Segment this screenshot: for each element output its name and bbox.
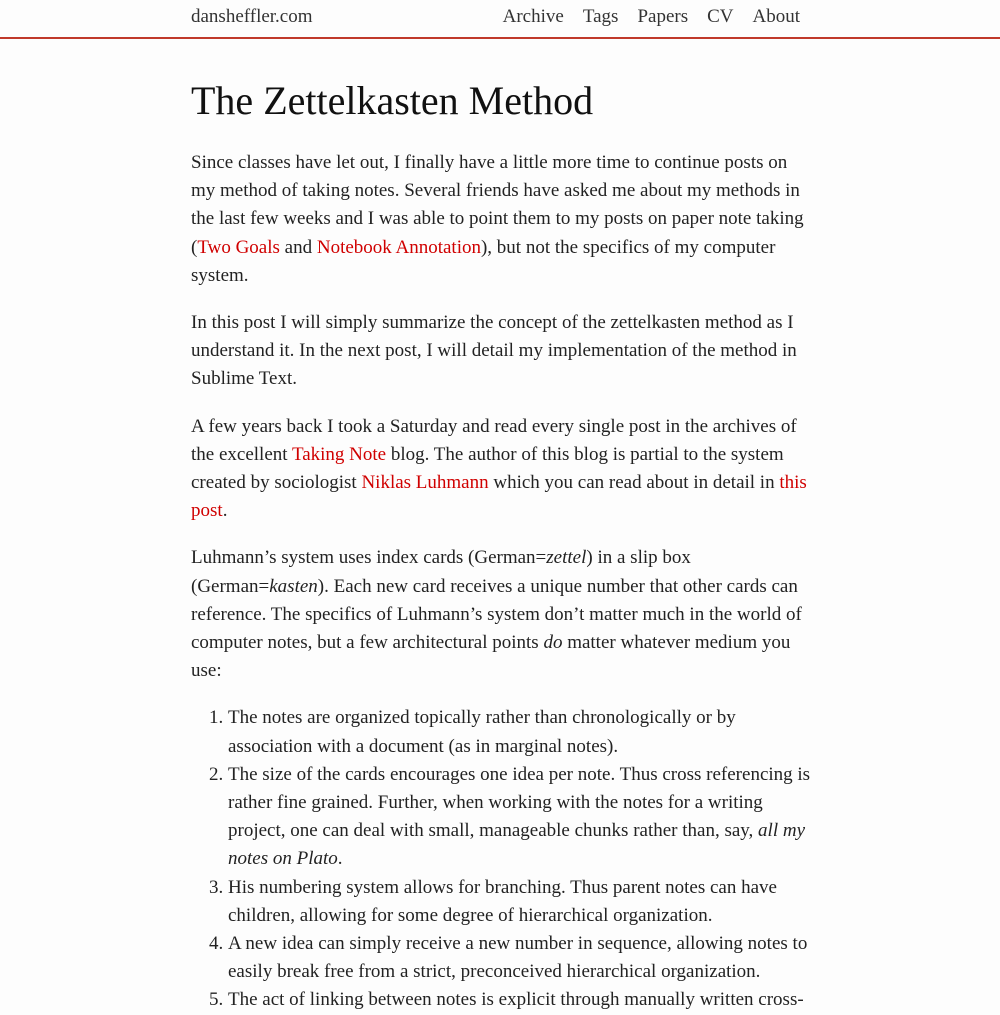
link-notebook-annotation[interactable]: Notebook Annotation <box>316 236 481 258</box>
link-two-goals[interactable]: Two Goals <box>197 236 280 258</box>
paragraph-summary: In this post I will simply summarize the concept of the zettelkasten method as I understand it. In the next post, I will detail my implementation of the method in Sublime Text. <box>191 312 797 390</box>
list-item-text: . <box>337 848 343 870</box>
paragraph-text: which you can read about in detail in <box>488 472 780 494</box>
paragraph-text: matter whatever medium you use: <box>191 632 791 682</box>
paragraph-background <box>191 413 811 526</box>
paragraph-text: A few years back I took a Saturday and read every single post in the archives of the excellent <box>191 415 797 465</box>
nav-about[interactable]: About <box>752 6 800 27</box>
list-item-text: The size of the cards encourages one idea per note. Thus cross referencing is rather fine grained. Further, when working with the notes for a writing project, one can deal with small, manageable chunks rather than, say, <box>228 763 811 842</box>
nav-tags[interactable]: Tags <box>582 6 619 27</box>
paragraph-text: ), but not the specifics of my computer system. <box>191 236 776 286</box>
nav-archive[interactable]: Archive <box>502 6 564 27</box>
emphasis-do: do <box>543 632 563 654</box>
emphasis-kasten: kasten <box>269 575 318 597</box>
link-this-post[interactable]: this post <box>191 472 807 522</box>
paragraph-text: Luhmann’s system uses index cards (German= <box>191 547 547 569</box>
architecture-points-list <box>191 704 811 1014</box>
post-content <box>191 76 811 1015</box>
post-title: The Zettelkasten Method <box>191 78 594 123</box>
paragraph-text: ) in a slip box (German= <box>191 547 691 597</box>
paragraph-luhmann-system <box>191 544 811 685</box>
site-title-link[interactable]: dansheffler.com <box>191 6 313 27</box>
list-item: 5. The act of linking between notes is explicit through manually written cross- <box>228 986 811 1014</box>
list-item: 3. His numbering system allows for branching. Thus parent notes can have children, allowing for some degree of hierarchical organization. <box>228 874 811 930</box>
paragraph-text: blog. The author of this blog is partial to the system created by sociologist <box>191 443 784 494</box>
emphasis-zettel: zettel <box>546 547 587 569</box>
paragraph-intro <box>191 149 811 290</box>
nav-papers[interactable]: Papers <box>637 6 689 27</box>
paragraph-text: ). Each new card receives a unique number that other cards can reference. The specifics of Luhmann’s system don’t matter much in the world of computer notes, but a few architectural points <box>191 575 802 654</box>
nav-cv[interactable]: CV <box>707 6 734 27</box>
link-taking-note[interactable]: Taking Note <box>291 443 387 465</box>
paragraph-text: Since classes have let out, I finally have a little more time to continue posts on my method of taking notes. Several friends have asked me about my methods in the last few weeks and I was able to point them to my posts on paper note taking ( <box>191 152 804 258</box>
link-niklas-luhmann[interactable]: Niklas Luhmann <box>361 472 489 494</box>
paragraph-text: . <box>222 500 228 522</box>
paragraph-text: and <box>279 236 317 258</box>
list-item: 1. The notes are organized topically rather than chronologically or by association with a document (as in marginal notes). <box>228 704 811 760</box>
site-header <box>0 0 1000 39</box>
emphasis-plato: all my notes on Plato <box>228 820 806 870</box>
list-item <box>228 761 811 874</box>
list-item: 4. A new idea can simply receive a new number in sequence, allowing notes to easily break free from a strict, preconceived hierarchical organization. <box>228 930 811 986</box>
main-nav <box>503 6 800 28</box>
